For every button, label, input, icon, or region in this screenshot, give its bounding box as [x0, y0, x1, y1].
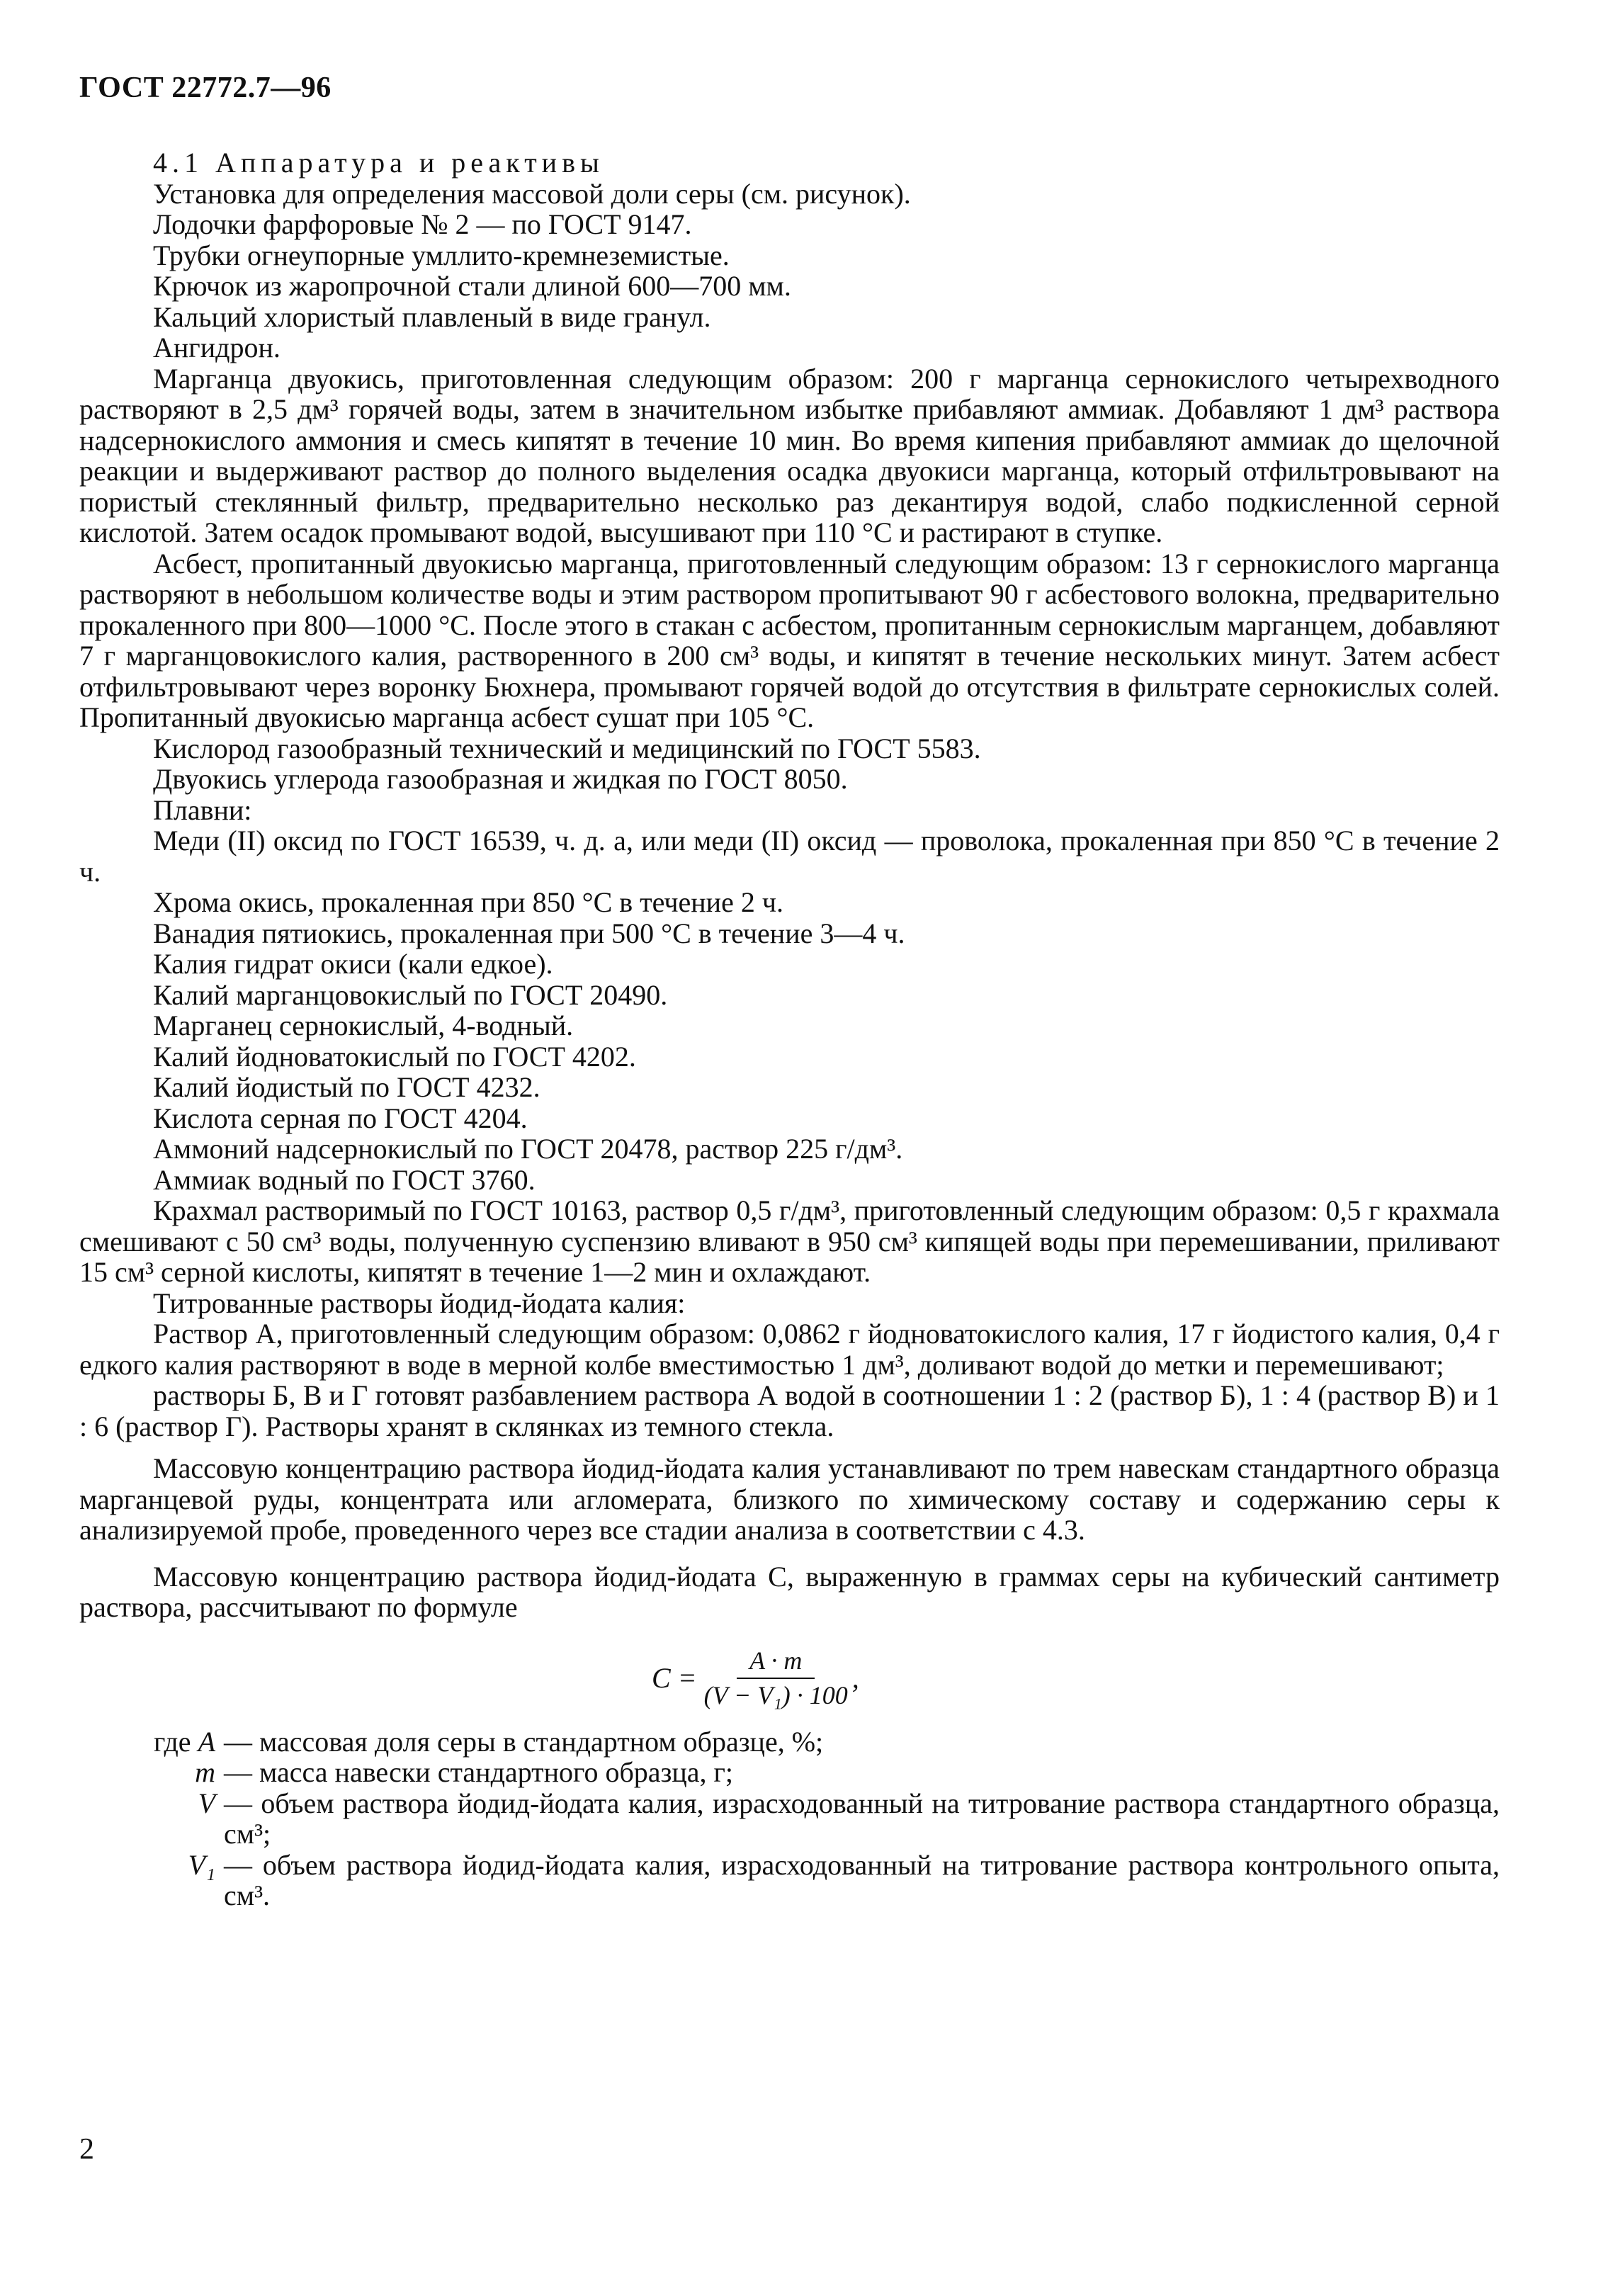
legend-symbol-label: V: [198, 1787, 215, 1819]
paragraph: Калий йодистый по ГОСТ 4232.: [153, 1071, 540, 1103]
legend-symbol-label: V₁: [188, 1848, 215, 1881]
formula-expression: [652, 1646, 859, 1712]
paragraph: Плавни:: [153, 793, 252, 826]
formula-trail: ,: [851, 1662, 859, 1695]
legend-row: [79, 1726, 1500, 1758]
formula-fraction: [704, 1646, 848, 1712]
legend-symbol: [79, 1850, 222, 1881]
paragraph: Крахмал растворимый по ГОСТ 10163, раствор 0,5 г/дм³, приготовленный следующим образом: 0,5 г крахмала смешивают с 50 см³ воды, полученную суспензию вливают в 950 см³ кипящей воды при перемешивании, приливают 15 см³ серной кислоты, кипятят в течение 1—2 мин и охлаждают.: [79, 1194, 1500, 1288]
paragraph: Ангидрон.: [153, 332, 281, 363]
paragraph: Двуокись углерода газообразная и жидкая по ГОСТ 8050.: [153, 763, 848, 795]
paragraph: Калия гидрат окиси (кали едкое).: [153, 948, 553, 980]
paragraph: Кислород газообразный технический и медицинский по ГОСТ 5583.: [153, 732, 981, 764]
symbol-legend: [79, 1726, 1500, 1911]
paragraph: Кислота серная по ГОСТ 4204.: [153, 1102, 528, 1134]
legend-symbol: [79, 1788, 222, 1819]
paragraph: Калий йодноватокислый по ГОСТ 4202.: [153, 1040, 636, 1073]
paragraph: Крючок из жаропрочной стали длиной 600—700 мм.: [153, 270, 791, 302]
paragraph: Лодочки фарфоровые № 2 — по ГОСТ 9147.: [153, 208, 692, 240]
formula-lhs: C =: [652, 1662, 697, 1695]
concentration-formula: [79, 1627, 1500, 1719]
paragraph: Аммоний надсернокислый по ГОСТ 20478, раствор 225 г/дм³.: [153, 1133, 903, 1165]
legend-description: — массовая доля серы в стандартном образце, %;: [224, 1725, 824, 1758]
paragraph: Марганец сернокислый, 4-водный.: [153, 1010, 574, 1041]
legend-row: [79, 1850, 1500, 1911]
paragraph: Трубки огнеупорные умллито-кремнеземистые.: [153, 239, 730, 271]
paragraph: Марганца двуокись, приготовленная следующим образом: 200 г марганца сернокислого четырехводного растворяют в 2,5 дм³ горячей воды, затем в значительном избытке прибавляют аммиак. Добавляют 1 дм³ раствора надсернокислого аммония и смесь кипятят в течение 10 мин. Во время кипения прибавляют аммиак до щелочной реакции и выдерживают раствор до полного выделения осадка двуокиси марганца, который отфильтровывают на пористый стеклянный фильтр, предварительно несколько раз декантируя водой, слабо подкисленной серной кислотой. Затем осадок промывают водой, высушивают при 110 °С и растирают в ступке.: [79, 362, 1500, 548]
standard-header: ГОСТ 22772.7—96: [79, 72, 332, 104]
paragraph: Аммиак водный по ГОСТ 3760.: [153, 1163, 536, 1196]
formula-denominator: (V − V₁) · 100: [703, 1681, 848, 1709]
paragraph: Титрованные растворы йодид-йодата калия:: [153, 1286, 686, 1319]
formula-numerator: A · m: [737, 1646, 815, 1680]
section-title: 4.1 Аппаратура и реактивы: [153, 147, 604, 179]
paragraph: Раствор А, приготовленный следующим образом: 0,0862 г йодноватокислого калия, 17 г йодистого калия, 0,4 г едкого калия растворяют в воде в мерной колбе вместимостью 1 дм³, доливают водой до метки и перемешивают;: [79, 1318, 1500, 1381]
paragraph: Массовую концентрацию раствора йодид-йодата С, выраженную в граммах серы на кубический сантиметр раствора, рассчитывают по формуле: [79, 1560, 1500, 1623]
legend-lead: где: [154, 1725, 191, 1758]
legend-row: [79, 1788, 1500, 1850]
paragraph: растворы Б, В и Г готовят разбавлением раствора А водой в соотношении 1 : 2 (раствор Б), 1 : 4 (раствор В) и 1 : 6 (раствор Г). Растворы хранят в склянках из темного стекла.: [79, 1379, 1500, 1442]
paragraph: Асбест, пропитанный двуокисью марганца, приготовленный следующим образом: 13 г сернокислого марганца растворяют в небольшом количестве воды и этим раствором пропитывают 90 г асбестового волокна, предварительно прокаленного при 800—1000 °С. После этого в стакан с асбестом, пропитанным сернокислым марганцем, добавляют 7 г марганцовокислого калия, растворенного в 200 см³ воды, и кипятят в течение нескольких минут. Затем асбест отфильтровывают через воронку Бюхнера, промывают горячей водой до отсутствия в фильтрате сернокислых солей. Пропитанный двуокисью марганца асбест сушат при 105 °С.: [79, 547, 1500, 733]
paragraph: Ванадия пятиокись, прокаленная при 500 °С в течение 3—4 ч.: [153, 917, 905, 949]
legend-row: [79, 1757, 1500, 1788]
legend-description: — масса навески стандартного образца, г;: [224, 1756, 734, 1788]
legend-symbol-label: m: [195, 1756, 215, 1788]
paragraph: Калий марганцовокислый по ГОСТ 20490.: [153, 978, 668, 1011]
paragraph: Хрома окись, прокаленная при 850 °С в течение 2 ч.: [153, 886, 783, 918]
legend-symbol-label: A: [198, 1725, 215, 1758]
paragraph: Установка для определения массовой доли серы (см. рисунок).: [153, 177, 911, 210]
paragraph: Кальций хлористый плавленый в виде гранул.: [153, 300, 711, 333]
document-body: [79, 147, 1500, 1911]
legend-description: — объем раствора йодид-йодата калия, израсходованный на титрование раствора контрольного опыта, см³.: [224, 1848, 1500, 1911]
legend-symbol: [79, 1726, 222, 1758]
paragraph: Меди (II) оксид по ГОСТ 16539, ч. д. а, или меди (II) оксид — проволока, прокаленная при 850 °С в течение 2 ч.: [79, 825, 1500, 888]
paragraph: Массовую концентрацию раствора йодид-йодата калия устанавливают по трем навескам стандартного образца марганцевой руды, концентрата или агломерата, близкого по химическому составу и содержанию серы к анализируемой пробе, проведенного через все стадии анализа в соответствии с 4.3.: [79, 1452, 1500, 1546]
page-number: 2: [79, 2133, 94, 2166]
legend-symbol: [79, 1757, 222, 1788]
legend-description: — объем раствора йодид-йодата калия, израсходованный на титрование раствора стандартного образца, см³;: [224, 1787, 1500, 1850]
